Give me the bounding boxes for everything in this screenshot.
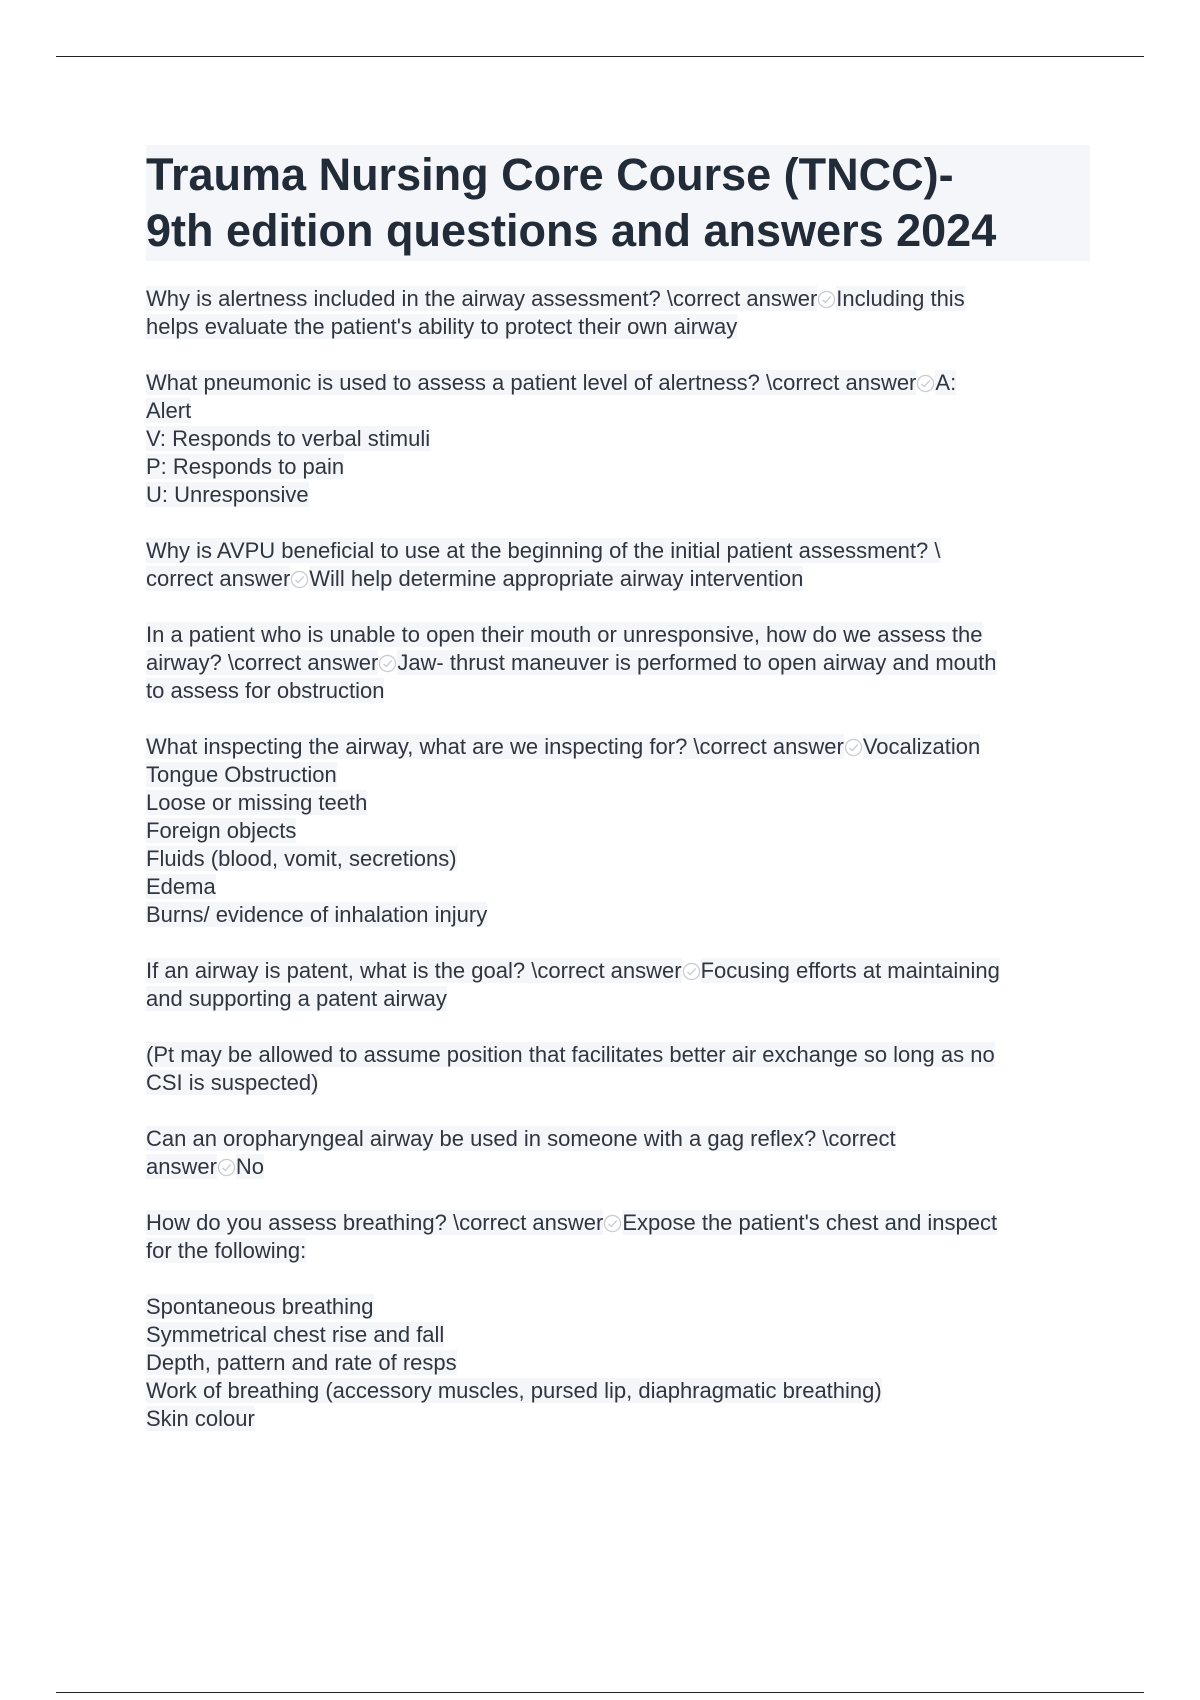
title-line-1: Trauma Nursing Core Course (TNCC)- — [146, 149, 954, 200]
question-text: What inspecting the airway, what are we inspecting for? \correct answer — [146, 734, 844, 759]
answer-text: Symmetrical chest rise and fall — [146, 1322, 445, 1347]
answer-text: Skin colour — [146, 1406, 255, 1431]
question-text: airway? \correct answer — [146, 650, 379, 675]
question-text: Why is alertness included in the airway assessment? \correct answer — [146, 286, 818, 311]
answer-text: U: Unresponsive — [146, 482, 309, 507]
answer-line — [146, 901, 1090, 929]
check-circle-icon — [817, 290, 836, 309]
answer-line — [146, 1377, 1090, 1405]
answer-text: Fluids (blood, vomit, secretions) — [146, 846, 457, 871]
answer-line — [146, 761, 1090, 789]
answer-line — [146, 313, 1090, 341]
question-line — [146, 1125, 1090, 1153]
question-line — [146, 733, 1090, 761]
question-line — [146, 621, 1090, 649]
question-text: If an airway is patent, what is the goal? \correct answer — [146, 958, 682, 983]
qa-list — [146, 285, 1090, 1433]
bottom-rule — [56, 1692, 1144, 1693]
question-line — [146, 537, 1090, 565]
note-line — [146, 1041, 1090, 1069]
check-circle-icon — [290, 570, 309, 589]
qa-entry — [146, 957, 1090, 1013]
question-line — [146, 957, 1090, 985]
qa-entry — [146, 1041, 1090, 1097]
answer-text: helps evaluate the patient's ability to protect their own airway — [146, 314, 738, 339]
answer-line — [146, 1321, 1090, 1349]
question-line — [146, 565, 1090, 593]
check-circle-icon — [217, 1158, 236, 1177]
answer-text: Depth, pattern and rate of resps — [146, 1350, 457, 1375]
answer-line — [146, 789, 1090, 817]
question-text: answer — [146, 1154, 217, 1179]
qa-entry — [146, 621, 1090, 705]
answer-text: Spontaneous breathing — [146, 1294, 374, 1319]
answer-line — [146, 481, 1090, 509]
check-circle-icon — [603, 1214, 622, 1233]
title-line-2: 9th edition questions and answers 2024 — [146, 205, 997, 256]
answer-line — [146, 1293, 1090, 1321]
answer-text: Tongue Obstruction — [146, 762, 337, 787]
check-circle-icon — [916, 374, 935, 393]
question-text: In a patient who is unable to open their mouth or unresponsive, how do we assess the — [146, 622, 983, 647]
qa-entry — [146, 1125, 1090, 1181]
answer-text: Will help determine appropriate airway intervention — [309, 566, 804, 591]
top-rule — [56, 56, 1144, 57]
question-line — [146, 1153, 1090, 1181]
answer-text: Loose or missing teeth — [146, 790, 368, 815]
question-line — [146, 649, 1090, 677]
answer-text: Jaw- thrust maneuver is performed to open airway and mouth — [397, 650, 997, 675]
question-text: How do you assess breathing? \correct answer — [146, 1210, 604, 1235]
question-text: Why is AVPU beneficial to use at the beginning of the initial patient assessment? \ — [146, 538, 941, 563]
answer-text: Expose the patient's chest and inspect — [622, 1210, 998, 1235]
check-circle-icon — [682, 962, 701, 981]
note-line — [146, 1069, 1090, 1097]
answer-line — [146, 873, 1090, 901]
answer-line — [146, 1237, 1090, 1265]
answer-line — [146, 845, 1090, 873]
qa-entry — [146, 733, 1090, 929]
answer-text: Burns/ evidence of inhalation injury — [146, 902, 488, 927]
qa-entry — [146, 369, 1090, 509]
document-body — [146, 145, 1090, 1461]
question-line — [146, 1209, 1090, 1237]
answer-text: No — [235, 1154, 265, 1179]
answer-line — [146, 425, 1090, 453]
answer-text: P: Responds to pain — [146, 454, 345, 479]
question-text: What pneumonic is used to assess a patient level of alertness? \correct answer — [146, 370, 917, 395]
question-line — [146, 369, 1090, 397]
question-line — [146, 285, 1090, 313]
answer-text: A: — [935, 370, 957, 395]
answer-text: Work of breathing (accessory muscles, pursed lip, diaphragmatic breathing) — [146, 1378, 882, 1403]
answer-text: for the following: — [146, 1238, 307, 1263]
qa-entry — [146, 285, 1090, 341]
document-title — [146, 145, 1090, 261]
answer-line — [146, 817, 1090, 845]
answer-text: and supporting a patent airway — [146, 986, 447, 1011]
answer-line — [146, 1405, 1090, 1433]
qa-entry — [146, 537, 1090, 593]
answer-text: Alert — [146, 398, 192, 423]
answer-line — [146, 1349, 1090, 1377]
qa-entry — [146, 1209, 1090, 1433]
answer-text: Edema — [146, 874, 216, 899]
check-circle-icon — [844, 738, 863, 757]
answer-text: V: Responds to verbal stimuli — [146, 426, 431, 451]
answer-text: to assess for obstruction — [146, 678, 385, 703]
question-text: Can an oropharyngeal airway be used in someone with a gag reflex? \correct — [146, 1126, 896, 1151]
answer-spacer — [146, 1265, 1090, 1293]
answer-text: Vocalization — [862, 734, 981, 759]
note-text: (Pt may be allowed to assume position that facilitates better air exchange so long as no — [146, 1042, 995, 1067]
answer-text: Including this — [836, 286, 965, 311]
question-text: correct answer — [146, 566, 291, 591]
answer-line — [146, 985, 1090, 1013]
answer-text: Foreign objects — [146, 818, 297, 843]
check-circle-icon — [378, 654, 397, 673]
answer-text: Focusing efforts at maintaining — [700, 958, 1000, 983]
answer-line — [146, 453, 1090, 481]
answer-line — [146, 677, 1090, 705]
note-text: CSI is suspected) — [146, 1070, 319, 1095]
answer-line — [146, 397, 1090, 425]
